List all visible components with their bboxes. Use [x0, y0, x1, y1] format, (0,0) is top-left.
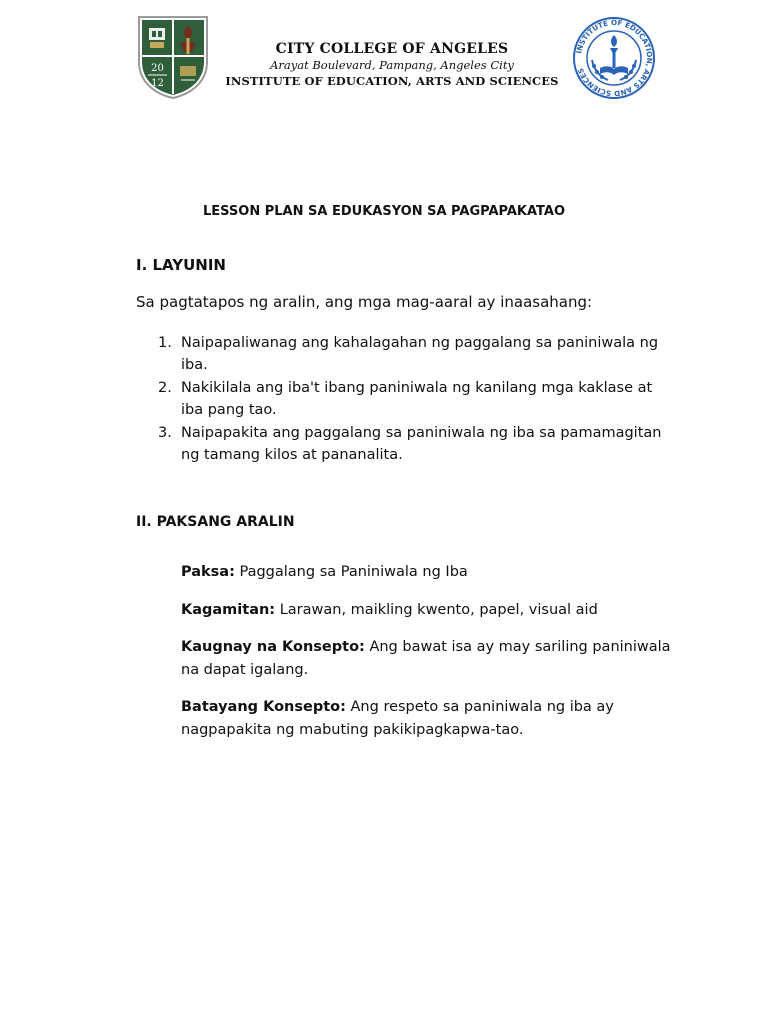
objectives-intro: Sa pagtatapos ng aralin, ang mga mag-aaral ay inaasahang: [136, 293, 593, 311]
institute-name: INSTITUTE OF EDUCATION, ARTS AND SCIENCES [225, 74, 559, 88]
list-item-text: Naipapaliwanag ang kahalagahan ng paggalang sa paniniwala ng iba. [181, 335, 659, 374]
list-item-number: 2. [158, 379, 172, 396]
topic-item-batayang-konsepto [181, 696, 671, 741]
list-item [136, 377, 666, 422]
list-item-number: 1. [158, 335, 172, 351]
section-heading-layunin: I. LAYUNIN [136, 256, 226, 274]
school-address: Arayat Boulevard, Pampang, Angeles City [270, 58, 514, 72]
seal-year-top: 20 [151, 63, 164, 74]
seal-ring-text: INSTITUTE OF EDUCATION, ARTS AND SCIENCES [574, 17, 655, 99]
topic-value: Larawan, maikling kwento, papel, visual aid [279, 602, 598, 618]
topic-value: Ang bawat isa ay may sariling paniniwala na dapat igalang. [181, 639, 671, 678]
list-item-text: Naipapakita ang paggalang sa paniniwala ng iba sa pamamagitan ng tamang kilos at pananalita. [181, 424, 662, 464]
topic-label: Paksa: [181, 564, 235, 580]
college-seal-icon [136, 14, 210, 100]
topic-label: Batayang Konsepto: [181, 699, 346, 715]
topic-item-kaugnay-na-konsepto [181, 636, 671, 681]
topic-item-paksa [181, 561, 671, 584]
topic-item-kagamitan [181, 599, 671, 622]
section-heading-paksang-aralin: II. PAKSANG ARALIN [136, 514, 295, 530]
topic-label: Kaugnay na Konsepto: [181, 639, 365, 655]
list-item-text: Nakikilala ang iba't ibang paniniwala ng kanilang mga kaklase at iba pang tao. [181, 379, 653, 419]
topic-label: Kagamitan: [181, 602, 276, 618]
list-item [136, 422, 666, 467]
list-item-number: 3. [158, 424, 172, 441]
topic-value: Paggalang sa Paniniwala ng Iba [239, 564, 468, 580]
letterhead [222, 40, 562, 89]
school-name: CITY COLLEGE OF ANGELES [275, 41, 509, 57]
topic-value: Ang respeto sa paniniwala ng iba ay nagpapakita ng mabuting pakikipagkapwa-tao. [181, 699, 614, 738]
objectives-list [136, 332, 666, 466]
list-item [136, 332, 666, 377]
institute-seal-icon [570, 16, 658, 100]
seal-year-bottom: 12 [151, 78, 164, 89]
document-title: LESSON PLAN SA EDUKASYON SA PAGPAPAKATAO [202, 204, 566, 219]
